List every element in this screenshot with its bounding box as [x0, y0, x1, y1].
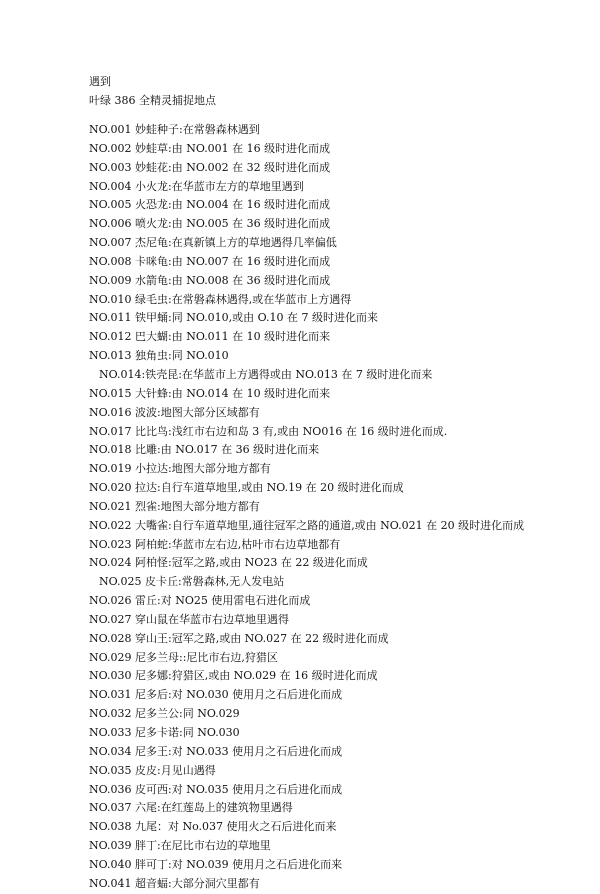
entry-line: NO.034 尼多王:对 NO.033 使用月之石后进化而成 [89, 744, 343, 758]
entry-line: NO.036 皮可西:对 NO.035 使用月之石后进化而成 [89, 782, 343, 796]
entry-line: NO.019 小拉达:地图大部分地方都有 [89, 462, 271, 476]
entry-line: NO.029 尼多兰母::尼比市右边,狩猎区 [89, 650, 278, 664]
entry-line: NO.030 尼多娜:狩猎区,或由 NO.029 在 16 级时进化而成 [89, 669, 378, 683]
entry-line: NO.039 胖丁:在尼比市右边的草地里 [89, 839, 271, 853]
entry-line: NO.016 波波:地图大部分区域都有 [89, 405, 260, 419]
entry-line: NO.021 烈雀:地图大部分地方都有 [89, 499, 260, 513]
entry-line: NO.009 水箭龟:由 NO.008 在 36 级时进化而成 [89, 273, 331, 287]
entry-line: NO.018 比雕:由 NO.017 在 36 级时进化而来 [89, 443, 320, 457]
entry-line: NO.008 卡咪龟:由 NO.007 在 16 级时进化而成 [89, 254, 331, 268]
entry-line: NO.040 胖可丁:对 NO.039 使用月之石后进化而来 [89, 857, 343, 871]
entry-line: NO.032 尼多兰公:同 NO.029 [89, 707, 240, 721]
entry-line: NO.006 喷火龙:由 NO.005 在 36 级时进化而成 [89, 217, 331, 231]
entry-line: NO.010 绿毛虫:在常磐森林遇得,或在华蓝市上方遇得 [89, 292, 352, 306]
entry-line: NO.005 火恐龙:由 NO.004 在 16 级时进化而成 [89, 198, 331, 212]
entry-line: NO.012 巴大蝴:由 NO.011 在 10 级时进化而来 [89, 330, 331, 344]
entry-line: NO.002 妙蛙草:由 NO.001 在 16 级时进化而成 [89, 141, 331, 155]
entry-line: NO.026 雷丘:对 NO25 使用雷电石进化而成 [89, 594, 311, 608]
entry-line: NO.015 大针蜂:由 NO.014 在 10 级时进化而来 [89, 386, 331, 400]
entry-line: NO.001 妙蛙种子:在常磐森林遇到 [89, 123, 260, 136]
entry-line: NO.028 穿山王:冠军之路,或由 NO.027 在 22 级时进化而成 [89, 631, 389, 645]
entry-line: NO.033 尼多卡诺:同 NO.030 [89, 726, 240, 739]
entry-line: NO.017 比比鸟:浅红市右边和岛 3 有,或由 NO016 在 16 级时进化而成. [89, 424, 448, 438]
entry-line: NO.013 独角虫:同 NO.010 [89, 349, 229, 363]
entry-line: NO.003 妙蛙花:由 NO.002 在 32 级时进化而成 [89, 160, 331, 174]
entry-line: NO.031 尼多后:对 NO.030 使用月之石后进化而成 [89, 688, 343, 702]
entry-line: NO.023 阿柏蛇:华蓝市左右边,枯叶市右边草地都有 [89, 537, 341, 551]
entry-line: NO.037 六尾:在红莲岛上的建筑物里遇得 [89, 801, 293, 815]
entry-line: NO.024 阿柏怪:冠军之路,或由 NO23 在 22 级进化而成 [89, 556, 368, 570]
entry-line: NO.038 九尾：对 No.037 使用火之石后进化而来 [89, 820, 337, 834]
document-title: 遇到 [89, 75, 111, 88]
entry-line: NO.025 皮卡丘:常磐森林,无人发电站 [99, 575, 285, 589]
entry-line: NO.022 大嘴雀:自行车道草地里,通往冠军之路的通道,或由 NO.021 在 20 级时进化而成 [89, 518, 525, 532]
entry-list [89, 121, 524, 894]
entry-line: NO.027 穿山鼠在华蓝市右边草地里遇得 [89, 612, 289, 626]
document-subtitle: 叶绿 386 全精灵捕捉地点 [89, 94, 216, 107]
entry-line: NO.014:铁壳昆:在华蓝市上方遇得或由 NO.013 在 7 级时进化而来 [99, 367, 433, 381]
entry-line: NO.020 拉达:自行车道草地里,或由 NO.19 在 20 级时进化而成 [89, 481, 404, 495]
entry-line: NO.041 超音蝠:大部分洞穴里都有 [89, 876, 260, 890]
entry-line: NO.004 小火龙:在华蓝市左方的草地里遇到 [89, 179, 304, 193]
entry-line: NO.035 皮皮:月见山遇得 [89, 763, 216, 777]
document-header [89, 72, 216, 110]
entry-line: NO.011 铁甲蛹:同 NO.010,或由 O.10 在 7 级时进化而来 [89, 311, 379, 325]
entry-line: NO.007 杰尼龟:在真新镇上方的草地遇得几率偏低 [89, 236, 337, 250]
